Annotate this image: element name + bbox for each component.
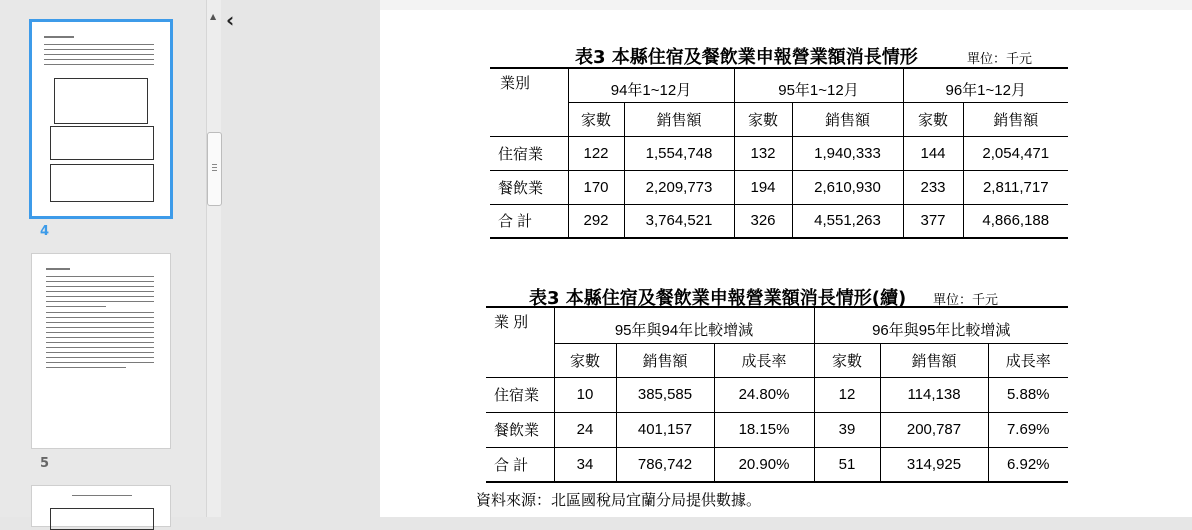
column-header: 銷售額	[880, 343, 988, 377]
table1-title: 表3 本縣住宿及餐飲業申報營業額消長情形	[575, 47, 918, 68]
thumb-text-line	[46, 352, 154, 353]
page-number: 5	[40, 456, 50, 471]
data-source-note: 資料來源：北區國稅局宜蘭分局提供數據。	[476, 491, 762, 509]
sidebar-scrollbar[interactable]	[206, 0, 221, 517]
row-label: 住宿業	[486, 377, 554, 412]
table-cell: 326	[734, 204, 792, 238]
table-cell: 7.69%	[988, 412, 1068, 447]
thumbnail-sidebar	[0, 0, 206, 517]
page-gap	[380, 0, 1192, 10]
table-cell: 194	[734, 170, 792, 204]
table-cell: 233	[903, 170, 963, 204]
row-label: 合 計	[486, 447, 554, 482]
thumb-text-line	[46, 268, 70, 270]
grip-line	[212, 167, 217, 168]
table1-unit: 單位：千元	[967, 52, 1033, 67]
thumb-text-line	[44, 49, 154, 50]
table-cell: 2,054,471	[963, 136, 1068, 170]
grip-line	[212, 164, 217, 165]
thumb-text-line	[46, 322, 154, 323]
thumb-text-line	[44, 59, 154, 60]
thumb-text-line	[44, 44, 154, 45]
column-header: 銷售額	[616, 343, 714, 377]
table-cell: 5.88%	[988, 377, 1068, 412]
table-cell: 34	[554, 447, 616, 482]
table-cell: 1,554,748	[624, 136, 734, 170]
table-cell: 51	[814, 447, 880, 482]
thumb-text-line	[46, 362, 154, 363]
viewer-background	[222, 0, 379, 517]
thumb-text-line	[46, 367, 126, 368]
thumb-text-line	[46, 281, 154, 282]
thumb-table	[54, 78, 148, 124]
thumb-table	[50, 126, 154, 160]
table-cell: 24.80%	[714, 377, 814, 412]
table-cell: 401,157	[616, 412, 714, 447]
thumb-table	[50, 164, 154, 202]
thumb-text-line	[46, 296, 154, 297]
table-cell: 24	[554, 412, 616, 447]
thumb-text-line	[46, 306, 106, 307]
thumb-text-line	[72, 495, 132, 496]
column-header: 家數	[903, 102, 963, 136]
page-thumbnail-4[interactable]	[32, 22, 170, 216]
table-cell: 144	[903, 136, 963, 170]
table2-unit: 單位：千元	[933, 293, 999, 308]
thumb-text-line	[44, 36, 74, 38]
thumb-text-line	[46, 357, 154, 358]
corner-header: 業別	[490, 68, 568, 136]
row-label: 合 計	[490, 204, 568, 238]
table-row	[490, 170, 1068, 204]
table-cell: 18.15%	[714, 412, 814, 447]
table-cell: 4,551,263	[792, 204, 903, 238]
table-cell: 39	[814, 412, 880, 447]
row-label: 餐飲業	[490, 170, 568, 204]
table-cell: 200,787	[880, 412, 988, 447]
column-header: 家數	[568, 102, 624, 136]
thumb-text-line	[46, 301, 154, 302]
table-cell: 2,209,773	[624, 170, 734, 204]
table-cell: 170	[568, 170, 624, 204]
period-header: 95年與94年比較增減	[554, 307, 814, 343]
thumb-text-line	[46, 286, 154, 287]
thumb-text-line	[46, 332, 154, 333]
page-number: 4	[40, 224, 50, 239]
thumb-text-line	[46, 312, 154, 313]
table-cell: 4,866,188	[963, 204, 1068, 238]
table-cell: 385,585	[616, 377, 714, 412]
thumb-text-line	[46, 337, 154, 338]
thumb-text-line	[44, 64, 154, 65]
period-header: 94年1~12月	[568, 68, 734, 102]
thumb-text-line	[46, 347, 154, 348]
column-header: 銷售額	[792, 102, 903, 136]
corner-header: 業 別	[486, 307, 554, 377]
column-header: 成長率	[714, 343, 814, 377]
column-header: 成長率	[988, 343, 1068, 377]
table-cell: 122	[568, 136, 624, 170]
table-cell: 292	[568, 204, 624, 238]
thumb-text-line	[46, 342, 154, 343]
column-header: 家數	[814, 343, 880, 377]
table-row	[490, 204, 1068, 238]
thumb-text-line	[44, 54, 154, 55]
table-cell: 132	[734, 136, 792, 170]
thumb-text-line	[46, 317, 154, 318]
row-label: 住宿業	[490, 136, 568, 170]
table-cell: 2,811,717	[963, 170, 1068, 204]
table-cell: 6.92%	[988, 447, 1068, 482]
table-row	[486, 447, 1068, 482]
table-cell: 2,610,930	[792, 170, 903, 204]
period-header: 96年與95年比較增減	[814, 307, 1068, 343]
table-cell: 1,940,333	[792, 136, 903, 170]
table-cell: 3,764,521	[624, 204, 734, 238]
page-thumbnail-6[interactable]	[32, 486, 170, 526]
row-label: 餐飲業	[486, 412, 554, 447]
table1	[490, 67, 1068, 239]
page-thumbnail-5[interactable]	[32, 254, 170, 448]
table2	[486, 306, 1068, 483]
thumb-text-line	[46, 291, 154, 292]
column-header: 家數	[734, 102, 792, 136]
collapse-sidebar-icon[interactable]: ‹	[226, 8, 235, 32]
scrollbar-thumb[interactable]	[207, 132, 222, 206]
table-cell: 20.90%	[714, 447, 814, 482]
table-cell: 314,925	[880, 447, 988, 482]
grip-line	[212, 170, 217, 171]
table2-title: 表3 本縣住宿及餐飲業申報營業額消長情形(續)	[529, 288, 907, 309]
column-header: 家數	[554, 343, 616, 377]
thumb-text-line	[46, 276, 154, 277]
period-header: 96年1~12月	[903, 68, 1068, 102]
period-header: 95年1~12月	[734, 68, 903, 102]
column-header: 銷售額	[963, 102, 1068, 136]
table-cell: 377	[903, 204, 963, 238]
table-row	[486, 377, 1068, 412]
table-row	[486, 412, 1068, 447]
thumb-table	[50, 508, 154, 530]
thumb-text-line	[46, 327, 154, 328]
table-cell: 12	[814, 377, 880, 412]
column-header: 銷售額	[624, 102, 734, 136]
table-cell: 786,742	[616, 447, 714, 482]
table-cell: 114,138	[880, 377, 988, 412]
table-cell: 10	[554, 377, 616, 412]
scroll-up-icon[interactable]: ▲	[210, 12, 217, 21]
table-row	[490, 136, 1068, 170]
